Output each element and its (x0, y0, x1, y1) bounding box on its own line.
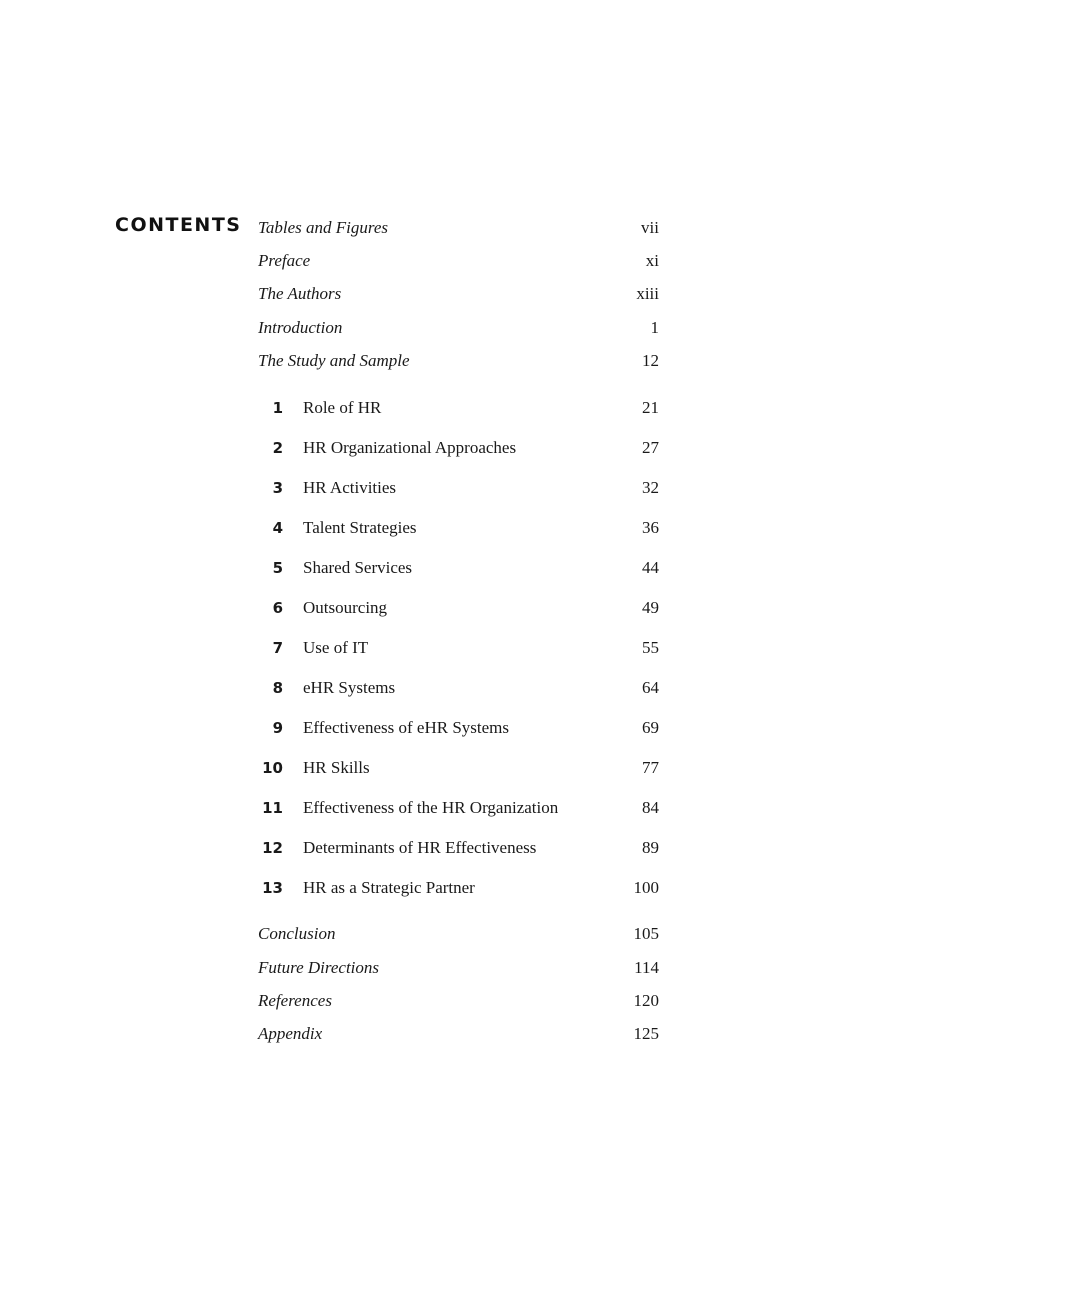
chapter-entry[interactable] (258, 468, 659, 508)
chapter-label (258, 598, 387, 618)
chapter-entry[interactable] (258, 428, 659, 468)
contents-heading: CONTENTS (115, 214, 242, 236)
chapter-label (258, 838, 536, 858)
toc-entry[interactable] (258, 951, 659, 984)
toc-entry[interactable] (258, 984, 659, 1017)
chapter-page: 89 (642, 837, 659, 857)
chapter-page: 55 (642, 637, 659, 657)
chapter-page: 44 (642, 557, 659, 577)
chapter-entry[interactable] (258, 828, 659, 868)
chapter-label (258, 518, 417, 538)
chapter-number: 12 (262, 838, 283, 857)
entry-title: Conclusion (258, 924, 336, 944)
entry-page: 120 (633, 990, 659, 1010)
chapter-title: HR as a Strategic Partner (303, 877, 475, 897)
chapter-number: 6 (272, 598, 283, 617)
chapter-number: 2 (272, 438, 283, 457)
chapter-title: eHR Systems (303, 677, 396, 697)
chapter-number: 9 (272, 718, 283, 737)
chapter-number: 5 (272, 558, 283, 577)
chapter-page: 32 (642, 477, 659, 497)
chapter-label (258, 798, 558, 818)
chapter-title: Role of HR (303, 397, 382, 417)
chapter-list (258, 388, 659, 908)
chapter-title: Shared Services (303, 557, 413, 577)
chapter-number: 11 (262, 798, 283, 817)
front-matter (258, 211, 659, 378)
chapter-entry[interactable] (258, 508, 659, 548)
entry-page: 105 (633, 924, 659, 944)
chapter-entry[interactable] (258, 788, 659, 828)
chapter-entry[interactable] (258, 628, 659, 668)
chapter-entry[interactable] (258, 548, 659, 588)
chapter-number: 1 (272, 398, 283, 417)
entry-title: The Authors (258, 284, 342, 304)
chapter-title: Outsourcing (303, 597, 388, 617)
chapter-page: 27 (642, 437, 659, 457)
toc-entry[interactable] (258, 918, 659, 951)
entry-title: Appendix (258, 1024, 323, 1044)
entry-title: The Study and Sample (258, 350, 410, 370)
chapter-page: 36 (642, 517, 659, 537)
toc-entry[interactable] (258, 244, 659, 277)
chapter-title: Effectiveness of eHR Systems (303, 717, 510, 737)
back-matter (258, 918, 659, 1051)
toc-entry[interactable] (258, 211, 659, 244)
entry-page: 125 (633, 1024, 659, 1044)
chapter-number: 4 (272, 518, 283, 537)
chapter-label (258, 678, 395, 698)
chapter-entry[interactable] (258, 588, 659, 628)
chapter-title: Talent Strategies (303, 517, 417, 537)
chapter-number: 13 (262, 878, 283, 897)
chapter-entry[interactable] (258, 748, 659, 788)
chapter-entry[interactable] (258, 868, 659, 908)
chapter-label (258, 478, 396, 498)
chapter-number: 10 (262, 758, 283, 777)
entry-page: xiii (636, 284, 659, 304)
entry-title: References (258, 990, 332, 1010)
chapter-page: 100 (633, 877, 659, 897)
entry-page: 114 (634, 957, 659, 977)
entry-page: vii (641, 217, 659, 237)
chapter-page: 21 (642, 397, 659, 417)
entry-title: Preface (258, 250, 311, 270)
chapter-entry[interactable] (258, 388, 659, 428)
chapter-label (258, 878, 475, 898)
entry-title: Future Directions (258, 957, 380, 977)
entry-page: 12 (642, 350, 659, 370)
entry-page: 1 (650, 317, 659, 337)
table-of-contents (258, 211, 659, 1051)
chapter-title: HR Organizational Approaches (303, 437, 517, 457)
chapter-title: HR Skills (303, 757, 370, 777)
chapter-title: HR Activities (303, 477, 397, 497)
chapter-number: 7 (272, 638, 283, 657)
chapter-entry[interactable] (258, 668, 659, 708)
chapter-number: 8 (272, 678, 283, 697)
chapter-page: 49 (642, 597, 659, 617)
chapter-label (258, 718, 509, 738)
entry-title: Tables and Figures (258, 217, 389, 237)
toc-entry[interactable] (258, 344, 659, 377)
chapter-title: Use of IT (303, 637, 369, 657)
toc-entry[interactable] (258, 278, 659, 311)
toc-entry[interactable] (258, 311, 659, 344)
chapter-label (258, 438, 516, 458)
chapter-label (258, 638, 368, 658)
chapter-title: Determinants of HR Effectiveness (303, 837, 537, 857)
chapter-page: 64 (642, 677, 659, 697)
chapter-title: Effectiveness of the HR Organization (303, 797, 559, 817)
chapter-label (258, 758, 370, 778)
chapter-entry[interactable] (258, 708, 659, 748)
chapter-number: 3 (272, 478, 283, 497)
chapter-page: 69 (642, 717, 659, 737)
chapter-page: 77 (642, 757, 659, 777)
chapter-label (258, 398, 381, 418)
entry-title: Introduction (258, 317, 343, 337)
entry-page: xi (645, 250, 659, 270)
chapter-page: 84 (642, 797, 659, 817)
toc-entry[interactable] (258, 1018, 659, 1051)
chapter-label (258, 558, 412, 578)
